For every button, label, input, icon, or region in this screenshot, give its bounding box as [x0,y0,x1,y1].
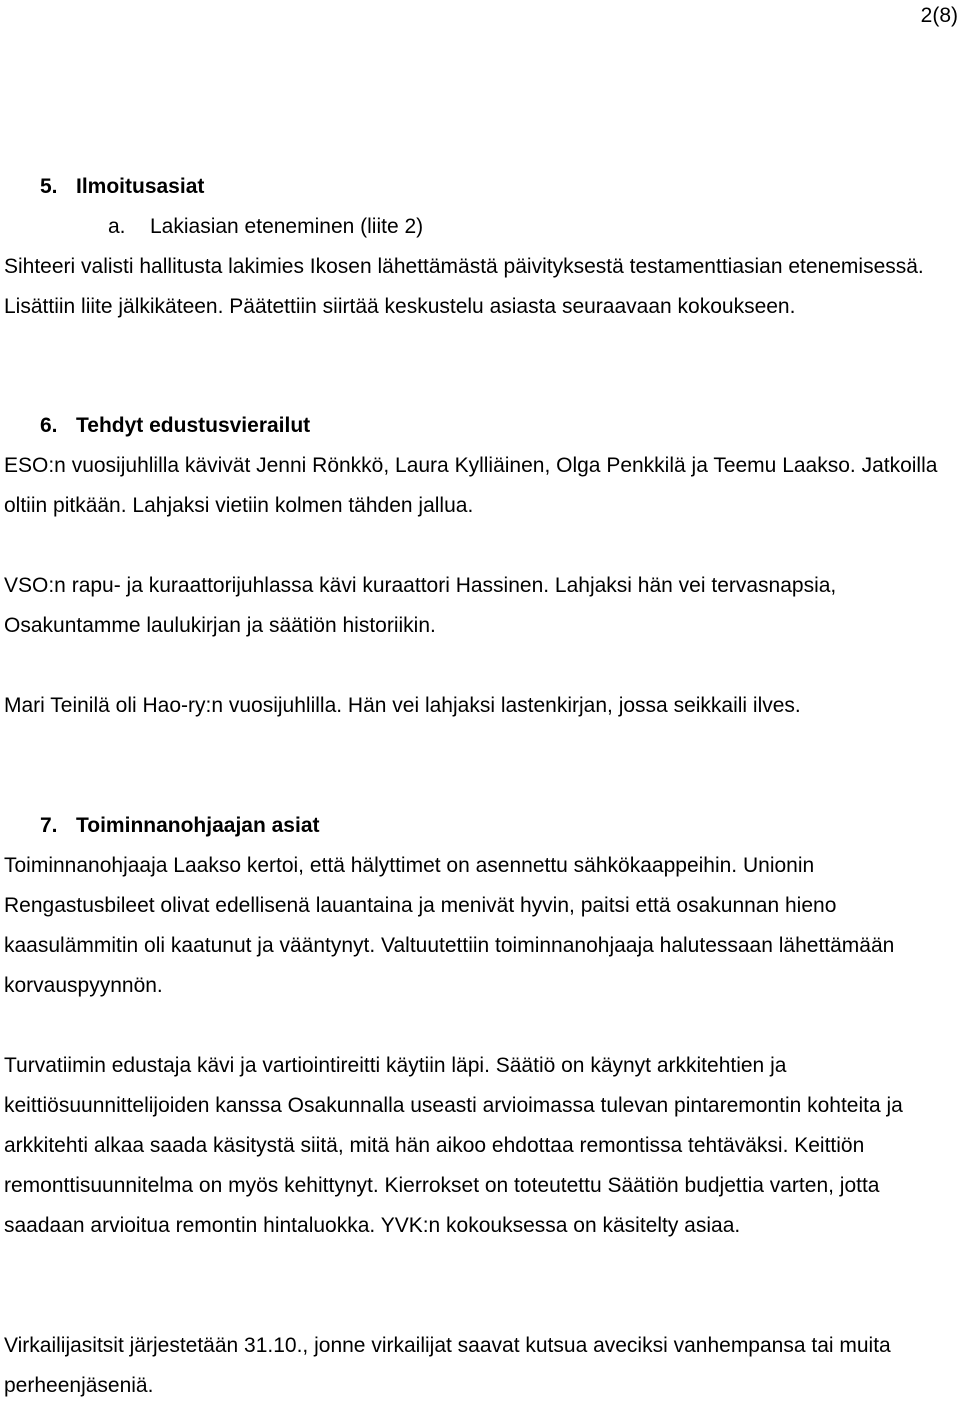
section-6-heading [40,406,310,446]
subitem-letter: a. [108,215,126,238]
section-5-body: Sihteeri valisti hallitusta lakimies Ikosen lähettämästä päivityksestä testamenttiasian etenemisessä. Lisättiin liite jälkikäteen. Päätettiin siirtää keskustelu asiasta seuraavaan kokoukseen. [4,255,924,318]
section-7-paragraph: Toiminnanohjaaja Laakso kertoi, että hälyttimet on asennettu sähkökaappeihin. Unionin Rengastusbileet olivat edellisenä lauantaina ja menivät hyvin, paitsi että osakunnan hieno kaasulämmitin oli kaatunut ja vääntynyt. Valtuutettiin toiminnanohjaaja halutessaan lähettämään korvauspyynnön. [4,854,895,997]
section-6-title: Tehdyt edustusvierailut [76,414,311,437]
page-number: 2(8) [920,4,958,27]
section-7-paragraph: Virkailijasitsit järjestetään 31.10., jonne virkailijat saavat kutsua aveciksi vanhempansa tai muita perheenjäseniä. [4,1334,891,1397]
section-7-paragraph: Turvatiimin edustaja kävi ja vartiointireitti käytiin läpi. Säätiö on käynyt arkkitehtien ja keittiösuunnittelijoiden kanssa Osakunnalla useasti arvioimassa tulevan pintaremontin kohteita ja arkkitehti alkaa saada käsitystä siitä, mitä hän aikoo ehdottaa remontissa tehtäväksi. Keittiön remonttisuunnitelma on myös kehittynyt. Kierrokset on toteutettu Säätiön budjettia varten, jotta saadaan arvioitua remontin hintaluokka. YVK:n kokouksessa on käsitelty asiaa. [4,1054,903,1237]
section-6-number: 6. [40,414,58,437]
section-6-paragraph: ESO:n vuosijuhlilla kävivät Jenni Rönkkö, Laura Kylliäinen, Olga Penkkilä ja Teemu Laakso. Jatkoilla oltiin pitkään. Lahjaksi vietiin kolmen tähden jallua. [4,454,938,517]
section-7-title: Toiminnanohjaajan asiat [76,814,320,837]
section-5-heading [40,167,204,207]
subitem-title: Lakiasian eteneminen (liite 2) [150,215,424,238]
section-5-subitem [108,207,423,247]
section-5-number: 5. [40,175,58,198]
section-6-paragraph: VSO:n rapu- ja kuraattorijuhlassa kävi kuraattori Hassinen. Lahjaksi hän vei tervasnapsia, Osakuntamme laulukirjan ja säätiön historiikin. [4,574,837,637]
section-5-title: Ilmoitusasiat [76,175,205,198]
section-7-heading [40,806,320,846]
section-7-number: 7. [40,814,58,837]
section-6-paragraph: Mari Teinilä oli Hao-ry:n vuosijuhlilla. Hän vei lahjaksi lastenkirjan, jossa seikkaili ilves. [4,694,801,717]
